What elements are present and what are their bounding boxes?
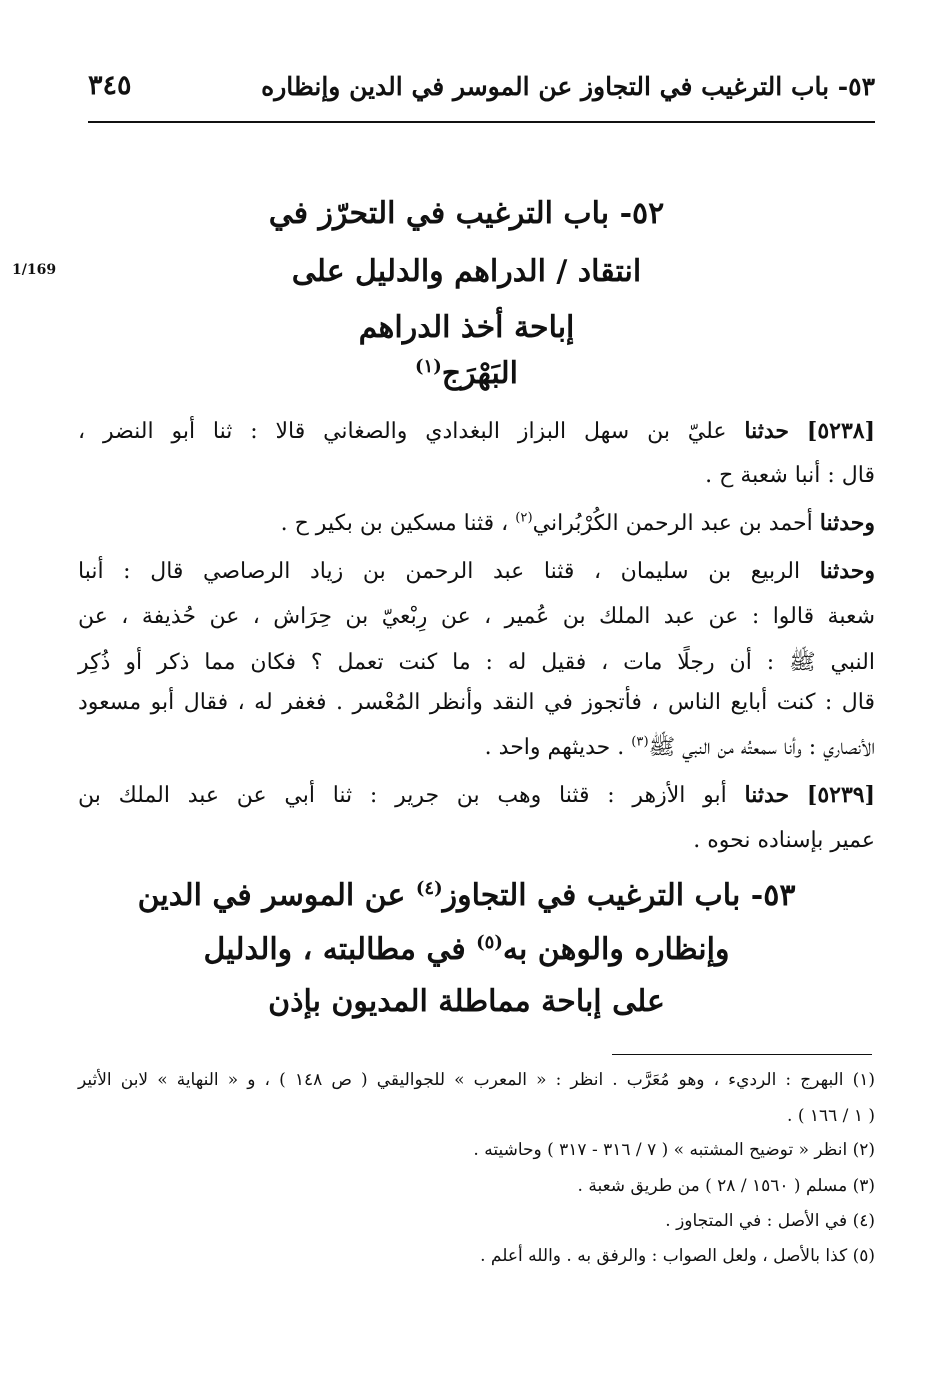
chain-3-line-1 (78, 558, 875, 584)
hadith-5238-lead: حدثنا (744, 418, 790, 444)
section-53-heading-text-d: في مطالبته ، والدليل (203, 932, 466, 967)
hadith-5239-number: [٥٢٣٩] (806, 782, 875, 808)
chain-2-text-b: ، قثنا مسكين بن بكير ح . (280, 511, 509, 536)
page-number: ٣٤٥ (88, 70, 132, 101)
chain-3-line-3: النبي ﷺ : أن رجلًا مات ، فقيل له : ما كنت تعمل ؟ فكان مما ذكر أو ذُكِر (78, 650, 875, 675)
section-53-heading-text-c: وإنظاره والوهن به (502, 932, 730, 967)
hadith-5239-text: أبو الأزهر : قثنا وهب بن جرير : ثنا أبي عن عبد الملك بن (78, 783, 727, 808)
hadith-5238-number: [٥٢٣٨] (806, 418, 876, 444)
footnote-ref-5: (٥) (476, 932, 503, 953)
footnote-ref-2: (٢) (515, 510, 533, 526)
footnote-ref-3: (٣) (631, 734, 649, 750)
hadith-5239-line-1 (78, 782, 875, 808)
section-52-heading-line-4 (100, 356, 833, 391)
hadith-5239-line-2: عمير بإسناده نحوه . (693, 828, 875, 853)
footnote-ref-4: (٤) (415, 878, 443, 899)
chain-2-text-a: أحمد بن عبد الرحمن الكُرْبُراني (532, 511, 813, 536)
chain-3-line-4: قال : كنت أبايع الناس ، فأتجوز في النقد وأنظر المُعْسر . فغفر له ، فقال أبو مسعود (78, 690, 875, 715)
section-52-last-word: البَهْرَج (441, 356, 518, 391)
footnote-3: (٣) مسلم ( ١٥٦٠ / ٢٨ ) من طريق شعبة . (577, 1176, 875, 1196)
section-52-heading-line-2: انتقاد / الدراهم والدليل على (291, 254, 642, 289)
chain-3-line-5 (78, 733, 875, 765)
margin-reference: 1/169 (12, 262, 57, 278)
chain-2-lead: وحدثنا (819, 510, 875, 536)
footnote-2: (٢) انظر « توضيح المشتبه » ( ٧ / ٣١٦ - ٣١٧ ) وحاشيته . (473, 1140, 875, 1160)
hadith-5238-line-1 (78, 418, 875, 444)
footnote-ref-1: (١) (414, 356, 442, 377)
footnote-1-line-2: ( ١ / ١٦٦ ) . (787, 1106, 875, 1126)
chain-3-lead: وحدثنا (819, 558, 875, 584)
header-rule (88, 121, 875, 123)
hadith-5239-lead: حدثنا (744, 782, 790, 808)
hadith-5238-text: عليّ بن سهل البزاز البغدادي والصغاني قالا : ثنا أبو النضر ، (78, 419, 727, 444)
section-53-heading-text-a: ٥٣- باب الترغيب في التجاوز (442, 878, 796, 913)
chain-3-line-5-text-b: . حديثهم واحد . (484, 735, 625, 760)
section-53-heading-text-b: عن الموسر في الدين (137, 878, 406, 913)
section-52-heading-line-1: ٥٢- باب الترغيب في التحرّز في (268, 196, 665, 231)
chain-2-line (78, 510, 875, 536)
chain-3-line-5-text-a: الأنصاري : وأنا سمعتُه من النبي ﷺ (648, 735, 875, 760)
section-53-heading-line-2 (100, 932, 833, 967)
running-header: ٥٣- باب الترغيب في التجاوز عن الموسر في الدين وإنظاره (261, 72, 875, 101)
section-53-heading-line-3: على إباحة مماطلة المديون بإذن (268, 984, 665, 1019)
hadith-5238-line-2: قال : أنبا شعبة ح . (705, 463, 875, 488)
footnote-1-line-1: (١) البهرج : الرديء ، وهو مُعَرَّب . انظر : « المعرب » للجواليقي ( ص ١٤٨ ) ، و « النهاية » لابن الأثير (78, 1070, 875, 1090)
footnote-rule (612, 1054, 872, 1055)
chain-3-line-2: شعبة قالوا : عن عبد الملك بن عُمير ، عن رِبْعيّ بن حِرَاش ، عن حُذيفة ، عن (78, 604, 875, 629)
section-53-heading-line-1 (100, 878, 833, 913)
footnote-4: (٤) في الأصل : في المتجاوز . (665, 1211, 875, 1231)
chain-3-text: الربيع بن سليمان ، قثنا عبد الرحمن بن زياد الرصاصي قال : أنبا (78, 559, 801, 584)
footnote-5: (٥) كذا بالأصل ، ولعل الصواب : والرفق به . والله أعلم . (480, 1246, 875, 1266)
section-52-heading-line-3: إباحة أخذ الدراهم (358, 310, 575, 345)
